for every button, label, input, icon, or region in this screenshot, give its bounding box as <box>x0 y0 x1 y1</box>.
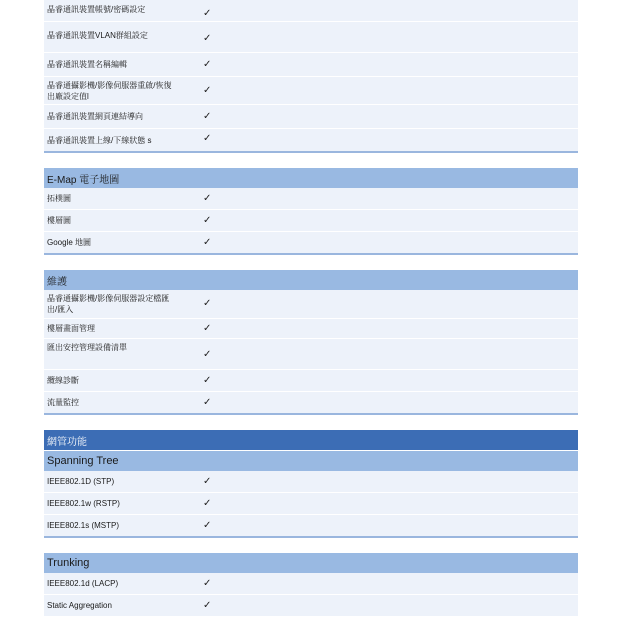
row-label: 晶睿通攝影機/影像伺服器設定檔匯出/匯入 <box>47 294 170 314</box>
section-header: E-Map 電子地圖 <box>44 168 578 188</box>
table-row <box>44 339 578 370</box>
row-label: 纜線診斷 <box>47 376 79 385</box>
section-gap <box>44 538 578 553</box>
section-gap <box>44 153 578 168</box>
section-gap <box>44 255 578 270</box>
row-label: Static Aggregation <box>47 601 112 610</box>
row-label: IEEE802.1w (RSTP) <box>47 499 120 508</box>
checkmark-icon: ✓ <box>203 33 212 44</box>
section-header: 網管功能 <box>44 430 578 451</box>
table-row <box>44 232 578 255</box>
section-maintenance <box>44 270 578 415</box>
row-label: 樓層畫面管理 <box>47 324 95 333</box>
checkmark-icon: ✓ <box>203 476 212 487</box>
row-label: IEEE802.1D (STP) <box>47 477 115 486</box>
subsection-header: Spanning Tree <box>44 451 578 471</box>
row-label: IEEE802.1d (LACP) <box>47 579 119 588</box>
section-emap <box>44 168 578 255</box>
table-row <box>44 77 578 105</box>
table-row <box>44 515 578 538</box>
row-label: 晶睿通訊裝置帳號/密碼設定 <box>47 5 146 14</box>
table-row <box>44 0 578 22</box>
checkmark-icon: ✓ <box>203 298 212 309</box>
table-row <box>44 290 578 319</box>
checkmark-icon: ✓ <box>203 578 212 589</box>
table-row <box>44 392 578 415</box>
checkmark-icon: ✓ <box>203 600 212 611</box>
checkmark-icon: ✓ <box>203 215 212 226</box>
checkmark-icon: ✓ <box>203 397 212 408</box>
table-row <box>44 573 578 595</box>
table-row <box>44 22 578 53</box>
checkmark-icon: ✓ <box>203 520 212 531</box>
checkmark-icon: ✓ <box>203 59 212 70</box>
table-row <box>44 210 578 232</box>
checkmark-icon: ✓ <box>203 375 212 386</box>
row-label: IEEE802.1s (MSTP) <box>47 521 120 530</box>
section-network-management <box>44 430 578 538</box>
checkmark-icon: ✓ <box>203 349 212 360</box>
row-label: 晶睿通攝影機/影像伺服器重啟/恢復出廠設定值l <box>47 80 172 101</box>
section-gap <box>44 415 578 430</box>
row-label: 樓層圖 <box>47 216 71 225</box>
row-label: Google 地圖 <box>47 238 92 247</box>
table-row <box>44 53 578 77</box>
table-row <box>44 188 578 210</box>
row-label: 晶睿通訊裝置網頁連結導向 <box>47 112 143 121</box>
checkmark-icon: ✓ <box>203 111 212 122</box>
table-row <box>44 129 578 153</box>
table-row <box>44 370 578 392</box>
checkmark-icon: ✓ <box>203 85 212 96</box>
checkmark-icon: ✓ <box>203 193 212 204</box>
checkmark-icon: ✓ <box>203 133 212 144</box>
feature-table <box>44 0 578 617</box>
table-row <box>44 493 578 515</box>
row-label: 晶睿通訊裝置名稱編輯 <box>47 60 127 69</box>
table-row <box>44 105 578 129</box>
table-row <box>44 319 578 339</box>
checkmark-icon: ✓ <box>203 237 212 248</box>
section-header: Trunking <box>44 553 578 573</box>
table-row <box>44 595 578 617</box>
row-label: 晶睿通訊裝置VLAN群組設定 <box>47 31 148 40</box>
row-label: 晶睿通訊裝置上線/下線狀態 s <box>47 135 152 145</box>
section-header: 維護 <box>44 270 578 290</box>
row-label: 拓樸圖 <box>47 194 71 203</box>
table-row <box>44 471 578 493</box>
checkmark-icon: ✓ <box>203 498 212 509</box>
row-label: 匯出安控管理設備清單 <box>47 343 127 352</box>
checkmark-icon: ✓ <box>203 8 212 19</box>
section-trunking <box>44 553 578 617</box>
row-label: 流量監控 <box>47 398 79 407</box>
checkmark-icon: ✓ <box>203 323 212 334</box>
section-device-management <box>44 0 578 153</box>
